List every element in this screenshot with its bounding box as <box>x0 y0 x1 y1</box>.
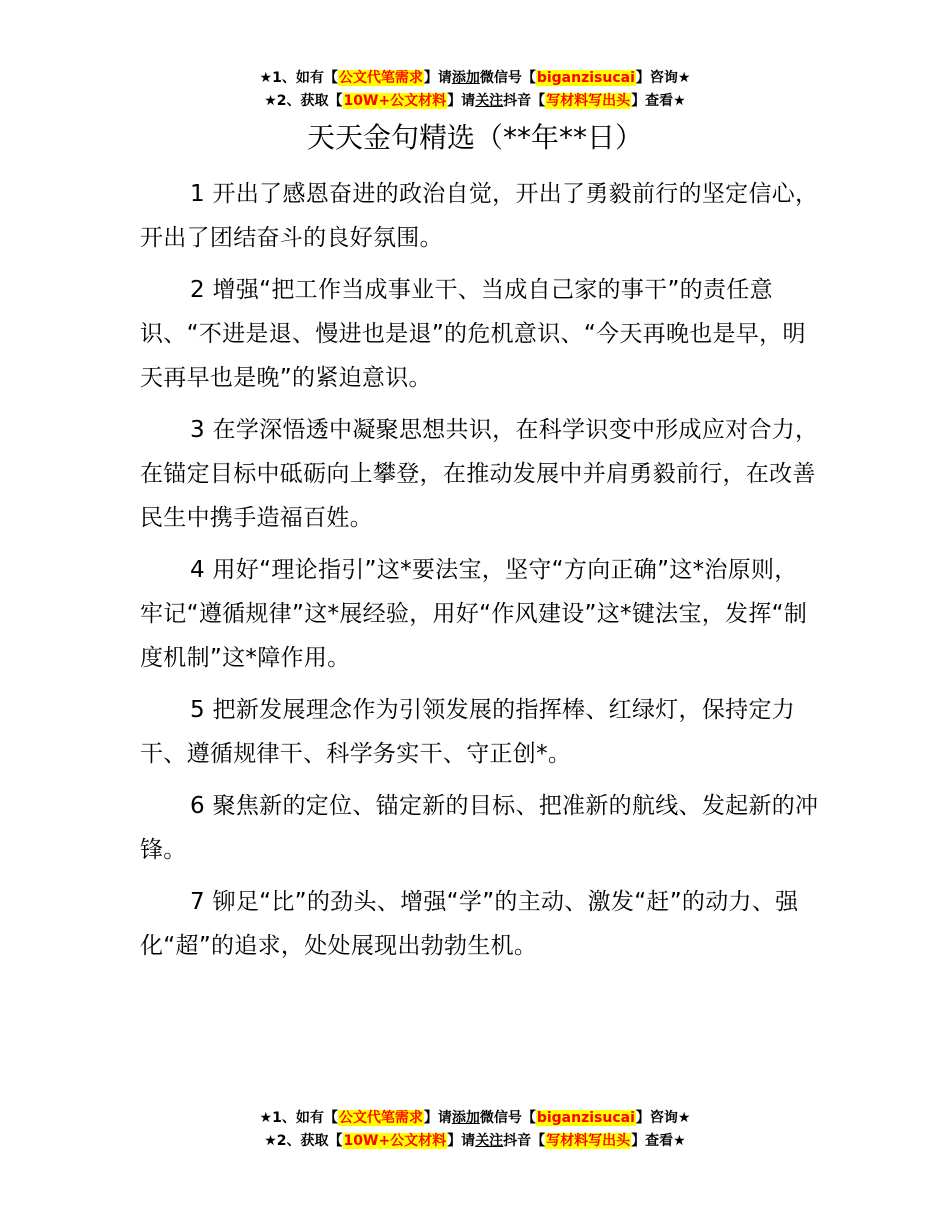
banner-line-1: ★1、如有【公文代笔需求】请添加微信号【biganzisucai】咨询★ <box>259 70 691 86</box>
banner-highlight: biganzisucai <box>536 1110 635 1126</box>
paragraph-3: 3 在学深悟透中凝聚思想共识，在科学识变中形成应对合力，在锚定目标中砥砺向上攀登，在推动发展中并肩勇毅前行，在改善民生中携手造福百姓。 <box>140 417 819 531</box>
banner-highlight: 公文代笔需求 <box>338 1110 423 1126</box>
banner-highlight: 公文代笔需求 <box>338 70 423 86</box>
footer-banner <box>0 1107 950 1153</box>
paragraph-6: 6 聚焦新的定位、锚定新的目标、把准新的航线、发起新的冲锋。 <box>140 793 819 863</box>
banner-highlight: biganzisucai <box>536 70 635 86</box>
banner-highlight: 10W+公文材料 <box>343 1133 447 1149</box>
paragraph-1: 1 开出了感恩奋进的政治自觉，开出了勇毅前行的坚定信心，开出了团结奋斗的良好氛围。 <box>140 181 819 251</box>
banner-line-1: ★1、如有【公文代笔需求】请添加微信号【biganzisucai】咨询★ <box>259 1110 691 1126</box>
banner-highlight: 写材料写出头 <box>546 93 631 109</box>
paragraph-2: 2 增强“把工作当成事业干、当成自己家的事干”的责任意识、“不进是退、慢进也是退”的危机意识、“今天再晚也是早，明天再早也是晚”的紧迫意识。 <box>140 277 806 391</box>
paragraph-5: 5 把新发展理念作为引领发展的指挥棒、红绿灯，保持定力干、遵循规律干、科学务实干、守正创*。 <box>140 697 796 767</box>
banner-line-2: ★2、获取【10W+公文材料】请关注抖音【写材料写出头】查看★ <box>264 93 686 109</box>
paragraph-4: 4 用好“理论指引”这*要法宝，坚守“方向正确”这*治原则，牢记“遵循规律”这*展经验，用好“作风建设”这*键法宝，发挥“制度机制”这*障作用。 <box>140 557 808 671</box>
paragraph-7: 7 铆足“比”的劲头、增强“学”的主动、激发“赶”的动力、强化“超”的追求，处处展现出勃勃生机。 <box>140 889 799 959</box>
page-title: 天天金句精选（**年**日） <box>306 121 643 154</box>
header-banner <box>0 67 950 113</box>
banner-line-2: ★2、获取【10W+公文材料】请关注抖音【写材料写出头】查看★ <box>264 1133 686 1149</box>
banner-highlight: 写材料写出头 <box>546 1133 631 1149</box>
document-body <box>140 172 820 976</box>
banner-highlight: 10W+公文材料 <box>343 93 447 109</box>
